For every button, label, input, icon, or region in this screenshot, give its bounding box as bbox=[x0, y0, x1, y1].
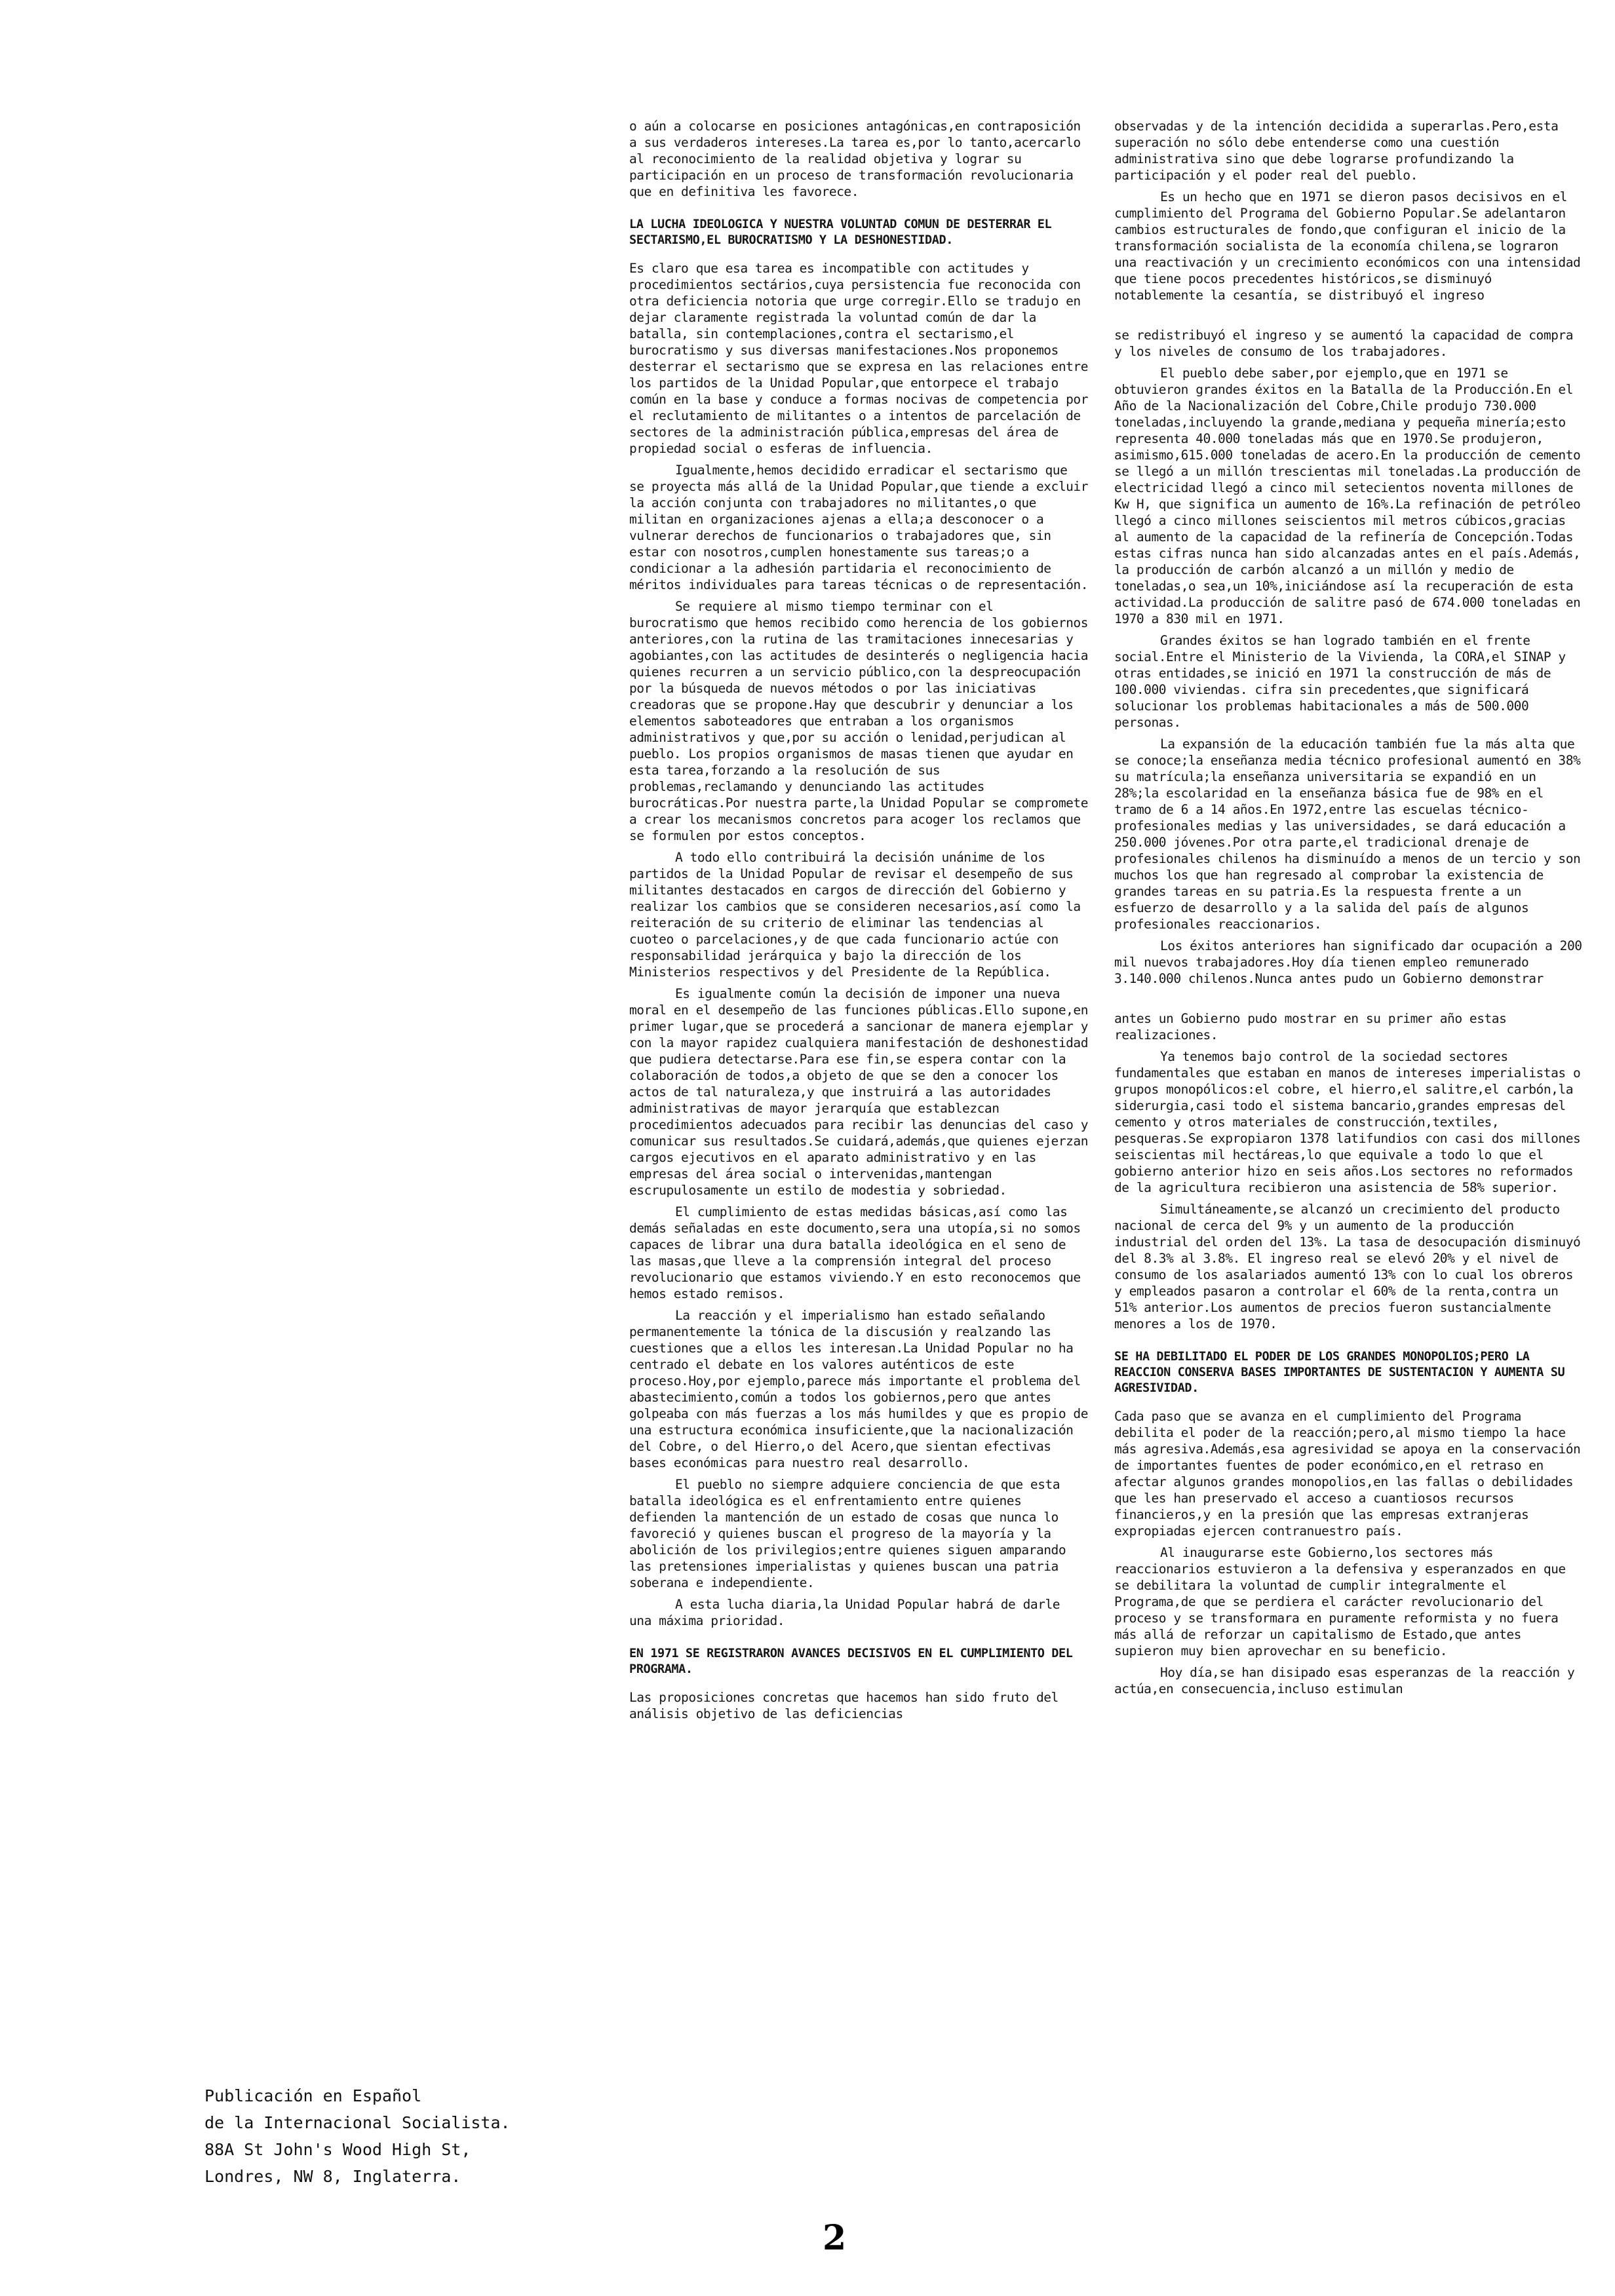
body-paragraph: Es un hecho que en 1971 se dieron pasos decisivos en el cumplimiento del Programa del Gobierno Popular.Se adelantaron cambios estructurales de fondo,que configuran el inicio de la transformación socialista de la economía chilena,se lograron una reactivación y un crecimiento económicos con una intensidad que tiene pocos precedentes históricos,se disminuyó notablemente la cesantía, se distribuyó el ingreso bbox=[1114, 189, 1581, 303]
page-number: 2 bbox=[823, 2218, 847, 2258]
column-spacer bbox=[1114, 309, 1585, 327]
body-paragraph: Se requiere al mismo tiempo terminar con el burocratismo que hemos recibido como herencia de los gobiernos anteriores,con la rutina de las tramitaciones innecesarias y agobiantes,con las actitudes de desinterés o negligencia hacia quienes recurren a un servicio público,con la despreocupación por la búsqueda de nuevos métodos o por las iniciativas creadoras que se propone.Hay que descubrir y denunciar a los elementos saboteadores que entraban a los organismos administrativos y que,por su acción o lenidad,perjudican al pueblo. Los propios organismos de masas tienen que ayudar en esta tarea,forzando a la resolución de sus problemas,reclamando y denunciando las actitudes burocráticas.Por nuestra parte,la Unidad Popular se compromete a crear los mecanismos concretos para acoger los reclamos que se formulen por estos conceptos. bbox=[629, 599, 1088, 843]
imprint-line: Publicación en Español bbox=[204, 2086, 422, 2105]
body-paragraph: se redistribuyó el ingreso y se aumentó la capacidad de compra y los niveles de consumo de los trabajadores. bbox=[1114, 328, 1573, 359]
body-paragraph: El pueblo no siempre adquiere conciencia de que esta batalla ideológica es el enfrentamiento entre quienes defienden la mantención de un estado de cosas que nunca lo favoreció y quienes buscan el progreso de la mayoría y la abolición de los privilegios;entre quienes siguen amparando las pretensiones imperialistas y quienes buscan una patria soberana e independiente. bbox=[629, 1477, 1066, 1590]
column-spacer bbox=[1114, 992, 1585, 1010]
section-heading: SE HA DEBILITADO EL PODER DE LOS GRANDES MONOPOLIOS;PERO LA REACCION CONSERVA BASES IMPORTANTES DE SUSTENTACION Y AUMENTA SU AGRESIVIDAD. bbox=[1114, 1350, 1565, 1395]
body-paragraph: El cumplimiento de estas medidas básicas,así como las demás señaladas en este documento,sera una utopía,si no somos capaces de librar una dura batalla ideológica en el seno de las masas,que lleve a la comprensión integral del proceso revolucionario que estamos viviendo.Y en esto reconocemos que hemos estado remisos. bbox=[629, 1204, 1081, 1301]
body-paragraph: Los éxitos anteriores han significado dar ocupación a 200 mil nuevos trabajadores.Hoy día tienen empleo remunerado 3.140.000 chilenos.Nunca antes pudo un Gobierno demonstrar bbox=[1114, 938, 1582, 986]
section-heading: EN 1971 SE REGISTRARON AVANCES DECISIVOS EN EL CUMPLIMIENTO DEL PROGRAMA. bbox=[629, 1647, 1073, 1676]
section-heading: LA LUCHA IDEOLOGICA Y NUESTRA VOLUNTAD COMUN DE DESTERRAR EL SECTARISMO,EL BUROCRATISMO Y LA DESHONESTIDAD. bbox=[629, 218, 1052, 247]
body-paragraph: El pueblo debe saber,por ejemplo,que en 1971 se obtuvieron grandes éxitos en la Batalla de la Producción.En el Año de la Nacionalización del Cobre,Chile produjo 730.000 toneladas,incluyendo la grande,mediana y pequeña minería;esto representa 40.000 toneladas más que en 1970.Se produjeron, asimismo,615.000 toneladas de acero.En la producción de cemento se llegó a un millón trescientas mil toneladas.La producción de electricidad llegó a cinco mil setecientos noventa millones de Kw H, que significa un aumento de 16%.La refinación de petróleo llegó a cinco millones seiscientos mil metros cúbicos,gracias al aumento de la capacidad de la refinería de Concepción.Todas estas cifras nunca han sido alcanzadas antes en el país.Además, la producción de carbón alcanzó a un millón y medio de toneladas,o sea,un 10%,iniciándose así la recuperación de esta actividad.La producción de salitre pasó de 674.000 toneladas en 1970 a 830 mil en 1971. bbox=[1114, 366, 1581, 626]
body-paragraph: Simultáneamente,se alcanzó un crecimiento del producto nacional de cerca del 9% y un aumento de la producción industrial del orden del 13%. La tasa de desocupación disminuyó del 8.3% al 3.8%. El ingreso real se elevó 20% y el nivel de consumo de los asalariados aumentó 13% con lo cual los obreros y empleados pasaron a controlar el 60% de la renta,contra un 51% anterior.Los aumentos de precios fueron sustancialmente menores a los de 1970. bbox=[1114, 1202, 1581, 1331]
body-paragraph: A todo ello contribuirá la decisión unánime de los partidos de la Unidad Popular de revisar el desempeño de sus militantes destacados en cargos de dirección del Gobierno y realizar los cambios que se consideren necesarios,así como la reiteración de su criterio de eliminar las tendencias al cuoteo o parcelaciones,y de que cada funcionario actúe con responsabilidad jerárquica y bajo la dirección de los Ministerios respectivos y del Presidente de la República. bbox=[629, 850, 1081, 980]
body-paragraph: Es claro que esa tarea es incompatible con actitudes y procedimientos sectários,cuya persistencia fue reconocida con otra deficiencia notoria que urge corregir.Ello se tradujo en dejar claramente registrada la voluntad común de dar la batalla, sin contemplaciones,contra el sectarismo,el burocratismo y sus diversas manifestaciones.Nos proponemos desterrar el sectarismo que se expresa en las relaciones entre los partidos de la Unidad Popular,que entorpece el trabajo común en la base y conduce a formas nocivas de competencia por el reclutamiento de militantes o a intentos de parcelación de sectores de la administración pública,empresas del área de propiedad social o esferas de influencia. bbox=[629, 261, 1088, 456]
imprint-line: 88A St John's Wood High St, bbox=[204, 2140, 471, 2159]
body-paragraph: o aún a colocarse en posiciones antagónicas,en contraposición a sus verdaderos intereses.La tarea es,por lo tanto,acercarlo al reconocimiento de la realidad objetiva y lograr su participación en un proceso de transformación revolucionaria que en definitiva les favorece. bbox=[629, 119, 1081, 199]
body-paragraph: Grandes éxitos se han logrado también en el frente social.Entre el Ministerio de la Vivienda, la CORA,el SINAP y otras entidades,se inició en 1971 la construcción de más de 100.000 viviendas. cifra sin precedentes,que significará solucionar los problemas habitacionales a más de 500.000 personas. bbox=[1114, 633, 1566, 730]
body-paragraph: A esta lucha diaria,la Unidad Popular habrá de darle una máxima prioridad. bbox=[629, 1597, 1060, 1628]
body-paragraph: Las proposiciones concretas que hacemos han sido fruto del análisis objetivo de las deficiencias bbox=[629, 1690, 1059, 1721]
body-paragraph: Es igualmente común la decisión de imponer una nueva moral en el desempeño de las funciones públicas.Ello supone,en primer lugar,que se procederá a sancionar de manera ejemplar y con la mayor rapidez cualquiera manifestación de deshonestidad que pudiera detectarse.Para ese fin,se espera contar con la colaboración de todos,a objeto de que se den a conocer los actos de tal naturaleza,y que instruirá a las autoridades administrativas de mayor jerarquía que establezcan procedimientos adecuados para recibir las denuncias del caso y comunicar sus resultados.Se cuidará,además,que quienes ejerzan cargos ejecutivos en el aparato administrativo y en las empresas del área social o intervenidas,mantengan escrupulosamente un estilo de modestia y sobriedad. bbox=[629, 986, 1088, 1198]
body-paragraph: Igualmente,hemos decidido erradicar el sectarismo que se proyecta más allá de la Unidad Popular,que tiende a excluir la acción conjunta con trabajadores no militantes,o que militan en organizaciones ajenas a ella;a desconocer o a vulnerar derechos de funcionarios o trabajadores que, sin estar con nosotros,cumplen honestamente sus tareas;o a condicionar a la adhesión partidaria el reconocimiento de méritos individuales para tareas técnicas o de representación. bbox=[629, 463, 1088, 592]
imprint-line: Londres, NW 8, Inglaterra. bbox=[204, 2167, 461, 2186]
body-paragraph: Cada paso que se avanza en el cumplimiento del Programa debilita el poder de la reacción;pero,al mismo tiempo la hace más agresiva.Además,esa agresividad se apoya en la conservación de importantes fuentes de poder económico,en el retraso en afectar algunos grandes monopolios,en las fallas o debilidades que les han preservado el acceso a cuantiosos recursos financieros,y en la presión que las empresas extranjeras expropiadas ejercen contranuestro país. bbox=[1114, 1409, 1581, 1539]
body-paragraph: La reacción y el imperialismo han estado señalando permanentemente la tónica de la discusión y realzando las cuestiones que a ellos les interesan.La Unidad Popular no ha centrado el debate en los valores auténticos de este proceso.Hoy,por ejemplo,parece más importante el problema del abastecimiento,común a todos los gobiernos,pero que antes golpeaba con más fuerzas a los más humildes y que es propio de una estructura económica insuficiente,que la nacionalización del Cobre, o del Hierro,o del Acero,que sientan efectivas bases económicas para nuestro real desarrollo. bbox=[629, 1308, 1088, 1470]
publication-imprint bbox=[204, 2082, 598, 2190]
body-paragraph: observadas y de la intención decidida a superarlas.Pero,esta superación no sólo debe entenderse como una cuestión administrativa sino que debe lograrse profundizando la participación y el poder real del pueblo. bbox=[1114, 119, 1559, 183]
text-column-right bbox=[1114, 118, 1585, 2162]
body-paragraph: Al inaugurarse este Gobierno,los sectores más reaccionarios estuvieron a la defensiva y esperanzados en que se debilitara la voluntad de cumplir integralmente el Programa,de que se perdiera el carácter revolucionario del proceso y se transformara en puramente reformista y no fuera más allá de reforzar un capitalismo de Estado,que antes supieron muy bien aprovechar en su beneficio. bbox=[1114, 1545, 1566, 1658]
body-paragraph: Ya tenemos bajo control de la sociedad sectores fundamentales que estaban en manos de intereses imperialistas o grupos monopólicos:el cobre, el hierro,el salitre,el carbón,la siderurgia,casi todo el sistema bancario,grandes empresas del cemento y otros materiales de construcción,textiles, pesqueras.Se expropiaron 1378 latifundios con casi dos millones seiscientas mil hectáreas,lo que equivale a todo lo que el gobierno anterior hizo en seis años.Los sectores no reformados de la agricultura recibieron una asistencia de 58% superior. bbox=[1114, 1049, 1581, 1195]
body-paragraph: Hoy día,se han disipado esas esperanzas de la reacción y actúa,en consecuencia,incluso estimulan bbox=[1114, 1665, 1575, 1696]
body-paragraph: La expansión de la educación también fue la más alta que se conoce;la enseñanza media técnico profesional aumentó en 38% su matrícula;la enseñanza universitaria se expandió en un 28%;la escolaridad en la enseñanza básica fue de 98% en el tramo de 6 a 14 años.En 1972,entre las escuelas técnico-profesionales medias y las universidades, se dará educación a 250.000 jóvenes.Por otra parte,el tradicional drenaje de profesionales chilenos ha disminuído a menos de un tercio y son muchos los que han regresado al comprobar la existencia de grandes tareas en su patria.Es la respuesta frente a un esfuerzo de desarrollo y a la salida del país de algunos profesionales reaccionarios. bbox=[1114, 737, 1581, 932]
imprint-line: de la Internacional Socialista. bbox=[204, 2113, 511, 2132]
body-paragraph: antes un Gobierno pudo mostrar en su primer año estas realizaciones. bbox=[1114, 1011, 1507, 1043]
text-column-middle bbox=[629, 118, 1088, 2136]
